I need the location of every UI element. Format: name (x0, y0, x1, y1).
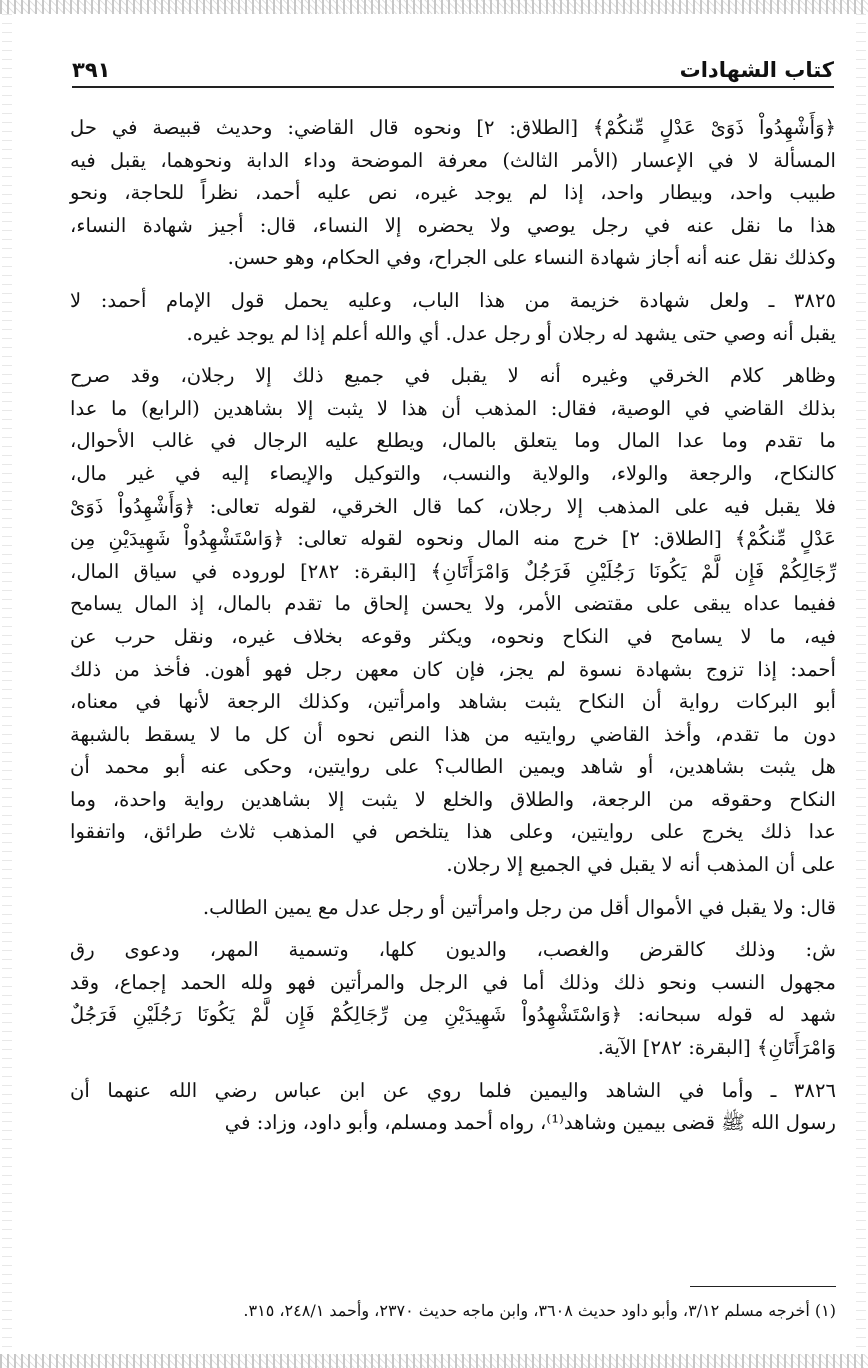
paragraph (70, 1075, 836, 1140)
footnote-divider (690, 1286, 836, 1287)
paragraph (70, 892, 836, 925)
text-line: بذلك القاضي في الوصية، فقال: المذهب أن هذا لا يثبت إلا بشاهدين (الرابع) ما عدا (70, 396, 836, 420)
text-line: قال: ولا يقبل في الأموال أقل من رجل وامرأتين أو رجل عدل مع يمين الطالب. (202, 895, 836, 919)
bottom-ornament-border (0, 1354, 868, 1368)
paragraph (70, 112, 836, 275)
text-line: فلا يقبل فيه على المذهب إلا رجلان، كما قال الخرقي، لقوله تعالى: ﴿وَأَشْهِدُواْ ذَوَىْ (70, 494, 836, 518)
text-line: رسول الله ﷺ قضى بيمين وشاهد⁽¹⁾، رواه أحمد ومسلم، وأبو داود، وزاد: في (224, 1111, 836, 1135)
paragraph (70, 285, 836, 350)
text-line: عدا ذلك يخرج على روايتين، وعلى هذا يتلخص في المذهب ثلاث طرائق، واتفقوا (70, 820, 836, 844)
page-header (72, 50, 834, 88)
text-line: ش: وذلك كالقرض والغصب، والديون كلها، وتسمية المهر، ودعوى رق (70, 938, 836, 962)
text-line: دون ما تقدم، وأخذ القاضي روايتيه من هذا النص نحوه أن كل ما لا يسقط بالشبهة (70, 722, 836, 746)
text-line: هذا ما نقل عنه في رجل يوصي ولا يحضره إلا النساء، قال: أجيز شهادة النساء، (70, 213, 836, 237)
text-line: وَامْرَأَتَانِ﴾ [البقرة: ٢٨٢] الآية. (597, 1036, 836, 1060)
text-line: فيه، ما لا يسامح في النكاح ونحوه، ويكثر وقوعه بخلاف غيره، ونقل حرب عن (70, 624, 836, 648)
text-line: ٣٨٢٥ ـ ولعل شهادة خزيمة من هذا الباب، وعليه يحمل قول الإمام أحمد: لا (70, 288, 836, 312)
left-ornament-border (2, 14, 12, 1354)
text-line: شهد له قوله سبحانه: ﴿وَاسْتَشْهِدُواْ شَهِيدَيْنِ مِن رِّجَالِكُمْ فَإِن لَّمْ يَكُونَا رَجُلَيْنِ فَرَجُلٌ (70, 1003, 836, 1027)
right-ornament-border (856, 14, 866, 1354)
text-line: النكاح وحقوقه من الرجعة، والطلاق والخلع لا يثبت إلا بشاهدين رواية واحدة، وما (70, 787, 836, 811)
text-line: أحمد: إذا تزوج بشهادة نسوة لم يجز، فإن كان معهن رجل فهو أهون. فأخذ من ذلك (70, 657, 836, 681)
footnote: (١) أخرجه مسلم ٣/١٢، وأبو داود حديث ٣٦٠٨، وابن ماجه حديث ٢٣٧٠، وأحمد ٢٤٨/١، ٣١٥. (243, 1301, 836, 1320)
text-line: يقبل أنه وصي حتى يشهد له رجلان أو رجل عدل. أي والله أعلم إذا لم يوجد غيره. (186, 321, 836, 345)
text-line: كالنكاح، والرجعة والولاء، والولاية والنسب، والتوكيل والإيصاء إليه في غير مال، (70, 461, 836, 485)
page-number: ٣٩١ (72, 58, 111, 82)
text-line: طبيب واحد، وبيطار واحد، إذا لم يوجد غيره، نص عليه أحمد، نظراً للحاجة، ونحو (70, 181, 836, 205)
top-ornament-border (0, 0, 868, 14)
text-line: مجهول النسب ونحو ذلك وذلك أما في الرجل والمرأتين فهو ولله الحمد إجماع، وقد (70, 970, 836, 994)
paragraph (70, 934, 836, 1064)
paragraph (70, 360, 836, 882)
text-line: هل يثبت بشاهدين، أو شاهد ويمين الطالب؟ على روايتين، وحكى عنه أبو محمد أن (70, 755, 836, 779)
text-line: ما تقدم وما عدا المال وما يتعلق بالمال، ويطلع عليه الرجال في غالب الأحوال، (70, 429, 836, 453)
page-body (70, 112, 836, 1150)
text-line: على أن المذهب أنه لا يقبل في الجميع إلا رجلان. (446, 853, 836, 877)
text-line: ﴿وَأَشْهِدُواْ ذَوَىْ عَدْلٍ مِّنكُمْ﴾ [الطلاق: ٢] ونحوه قال القاضي: وحديث قبيصة في حل (70, 116, 836, 139)
text-line: رِّجَالِكُمْ فَإِن لَّمْ يَكُونَا رَجُلَيْنِ فَرَجُلٌ وَامْرَأَتَانِ﴾ [البقرة: ٢٨٢] لوروده في سياق المال، (70, 559, 836, 583)
text-line: وظاهر كلام الخرقي وغيره أنه لا يقبل في جميع ذلك إلا رجلان، وقد صرح (70, 364, 836, 388)
text-line: ففيما عداه يبقى على مقتضى الأمر، ولا يحسن إلحاق ما تقدم بالمال، إذ المال يسامح (70, 592, 836, 616)
page-title: كتاب الشهادات (679, 58, 834, 82)
text-line: وكذلك نقل عنه أنه أجاز شهادة النساء على الجراح، وفي الحكام، وهو حسن. (227, 246, 836, 270)
text-line: أبو البركات رواية أن النكاح يثبت بشاهد وامرأتين، وكذلك الرجعة لأنها في معناه، (70, 690, 836, 714)
text-line: عَدْلٍ مِّنكُمْ﴾ [الطلاق: ٢] خرج منه المال ونحوه لقوله تعالى: ﴿وَاسْتَشْهِدُواْ شَهِيدَيْنِ مِن (70, 527, 836, 551)
text-line: المسألة لا في الإعسار (الأمر الثالث) معرفة الموضحة وداء الدابة ونحوهما، يقبل فيه (70, 148, 836, 172)
text-line: ٣٨٢٦ ـ وأما في الشاهد واليمين فلما روي عن ابن عباس رضي الله عنهما أن (70, 1078, 836, 1102)
